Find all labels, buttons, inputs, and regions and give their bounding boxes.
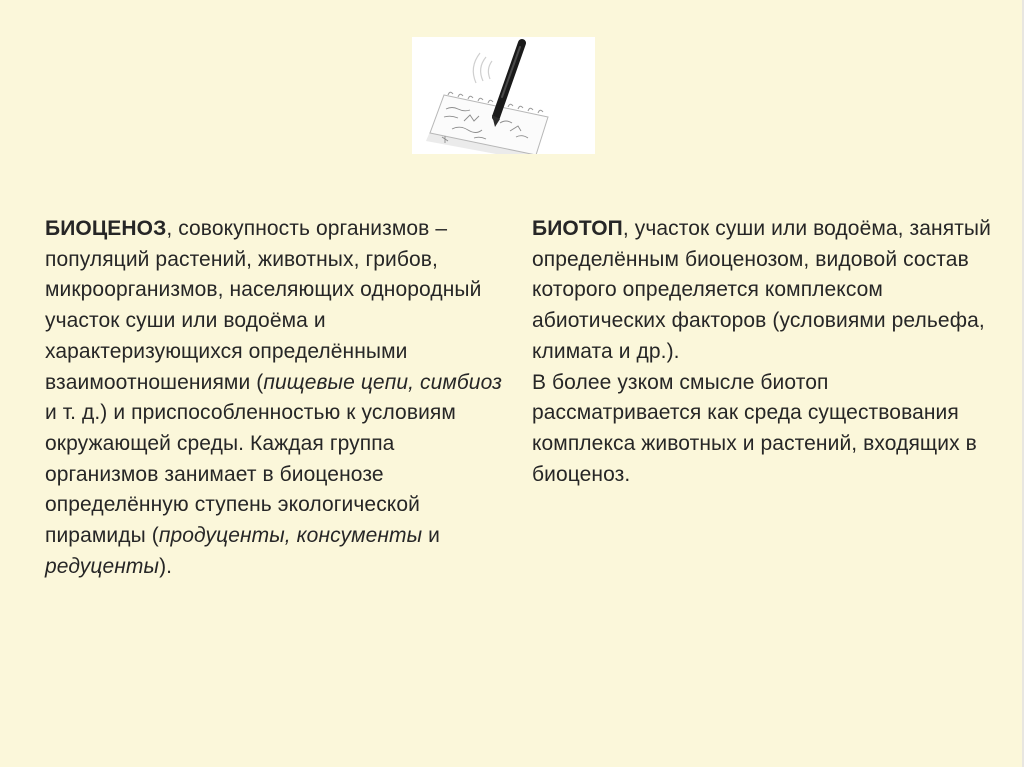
biocenosis-text-1: , совокупность организмов – популяций растений, животных, грибов, микроорганизмов, населяющих однородный участок суши или водоёма и характеризующихся определёнными взаимоотношениями ( <box>45 217 482 394</box>
biotope-term: БИОТОП <box>532 217 623 240</box>
biocenosis-paragraph <box>45 214 513 582</box>
biotope-paragraph-2: В более узком смысле биотоп рассматривается как среда существования комплекса животных и растений, входящих в биоценоз. <box>532 370 977 486</box>
biotope-definition <box>532 214 1002 490</box>
biocenosis-italic-3: редуценты <box>45 554 160 578</box>
biocenosis-text-2: и т. д.) и приспособленностью к условиям окружающей среды. Каждая группа организмов занимает в биоценозе определённую ступень экологической пирамиды ( <box>45 401 456 548</box>
biocenosis-italic-1: пищевые цепи, симбиоз <box>263 370 502 394</box>
biotope-text-1: , участок суши или водоёма, занятый определённым биоценозом, видовой состав которого определяется комплексом абиотических факторов (условиями рельефа, климата и др.). <box>532 217 991 363</box>
notepad-with-pen-icon <box>412 37 595 154</box>
biocenosis-text-4: ). <box>159 554 173 578</box>
biocenosis-definition <box>45 214 513 582</box>
biotope-paragraph-1 <box>532 214 1002 368</box>
biocenosis-text-3: и <box>422 524 440 548</box>
biocenosis-term: БИОЦЕНОЗ <box>45 217 167 240</box>
biocenosis-italic-2: продуценты, консументы <box>158 524 423 548</box>
